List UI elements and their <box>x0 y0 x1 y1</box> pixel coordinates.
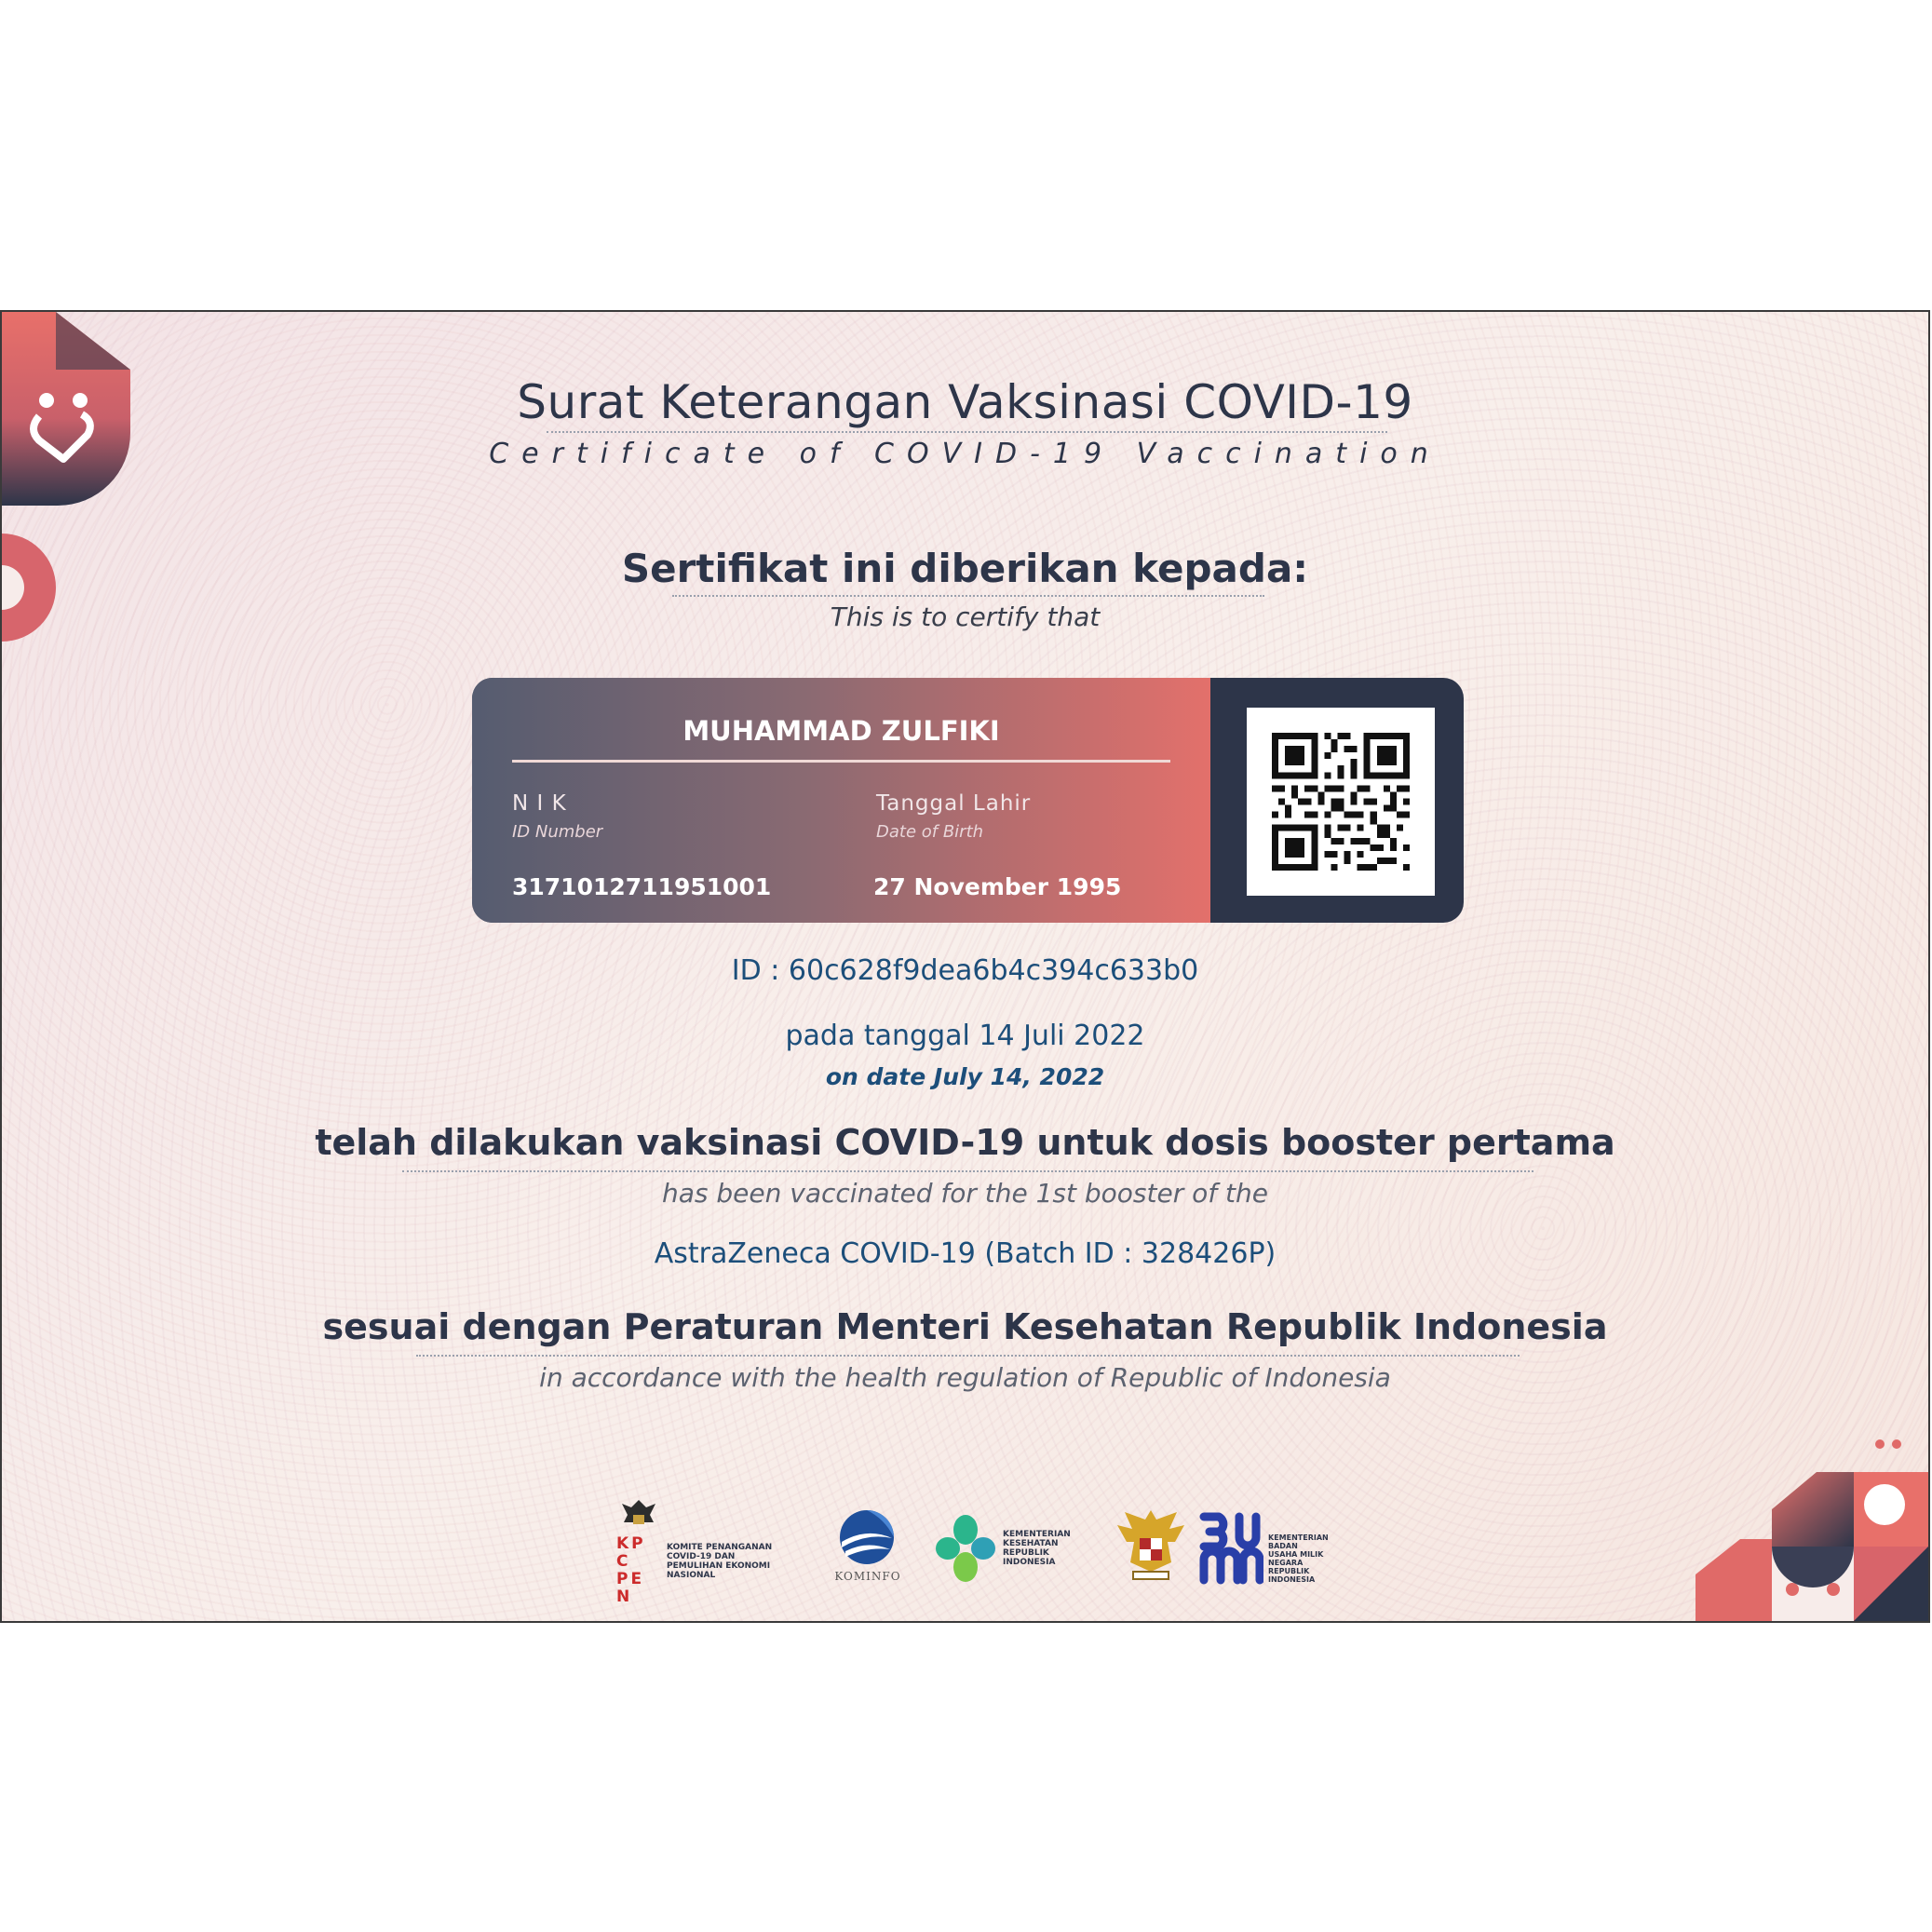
kpcpen-logo <box>615 1496 791 1606</box>
certify-divider <box>672 595 1264 597</box>
kominfo-globe-icon <box>836 1508 898 1566</box>
garuda-pancasila-icon <box>1113 1506 1189 1587</box>
qr-code-icon <box>1272 733 1410 871</box>
pedulilindungi-logo <box>2 312 132 647</box>
dob-value: 27 November 1995 <box>873 873 1122 900</box>
kpcpen-mark: KPC PEN <box>616 1534 646 1606</box>
garuda-emblem-icon <box>619 1496 658 1533</box>
nik-label: N I K <box>512 791 567 816</box>
kominfo-label: KOMINFO <box>834 1570 901 1583</box>
statement-divider <box>402 1170 1533 1172</box>
regulation-statement: sesuai dengan Peraturan Menteri Kesehatan Republik Indonesia <box>322 1306 1608 1347</box>
bumn-text: KEMENTERIAN BADAN USAHA MILIK NEGARA REPUBLIK INDONESIA <box>1268 1533 1329 1584</box>
title-divider <box>547 431 1387 433</box>
qr-code[interactable] <box>1247 708 1435 896</box>
vaccination-date: pada tanggal 14 Juli 2022 <box>785 1020 1145 1052</box>
corner-decoration <box>1696 1435 1928 1621</box>
garuda-pancasila-logo <box>1113 1506 1196 1588</box>
regulation-divider <box>416 1355 1520 1357</box>
nik-sublabel: ID Number <box>512 822 603 842</box>
vaccine-batch: AstraZeneca COVID-19 (Batch ID : 328426P) <box>654 1237 1277 1270</box>
dob-label: Tanggal Lahir <box>876 791 1032 816</box>
kemenkes-cross-icon <box>936 1515 995 1582</box>
certificate-title: Surat Keterangan Vaksinasi COVID-19 <box>517 375 1413 429</box>
kpcpen-text: KOMITE PENANGANAN COVID-19 DAN PEMULIHAN EKONOMI NASIONAL <box>667 1543 773 1580</box>
certify-heading: Sertifikat ini diberikan kepada: <box>621 546 1309 591</box>
certificate-id: ID : 60c628f9dea6b4c394c633b0 <box>731 954 1199 987</box>
kemenkes-text: KEMENTERIAN KESEHATAN REPUBLIK INDONESIA <box>1003 1530 1071 1567</box>
vaccination-date-en: on date July 14, 2022 <box>825 1063 1105 1090</box>
holder-name: MUHAMMAD ZULFIKI <box>682 715 1000 747</box>
kominfo-logo <box>831 1508 905 1592</box>
regulation-statement-en: in accordance with the health regulation of Republic of Indonesia <box>539 1362 1391 1393</box>
name-divider <box>512 760 1170 763</box>
certificate-subtitle: Certificate of COVID-19 Vaccination <box>489 438 1441 470</box>
vaccination-statement-en: has been vaccinated for the 1st booster of the <box>662 1178 1268 1209</box>
kemenkes-logo <box>936 1515 1075 1589</box>
dob-sublabel: Date of Birth <box>876 822 984 842</box>
vaccination-statement: telah dilakukan vaksinasi COVID-19 untuk dosis booster pertama <box>315 1122 1615 1163</box>
certify-subheading: This is to certify that <box>830 601 1101 632</box>
bumn-wordmark-icon <box>1198 1511 1263 1586</box>
vaccination-certificate <box>0 310 1930 1623</box>
bumn-logo <box>1198 1511 1329 1587</box>
nik-value: 3171012711951001 <box>512 873 772 900</box>
identity-card <box>472 678 1464 923</box>
